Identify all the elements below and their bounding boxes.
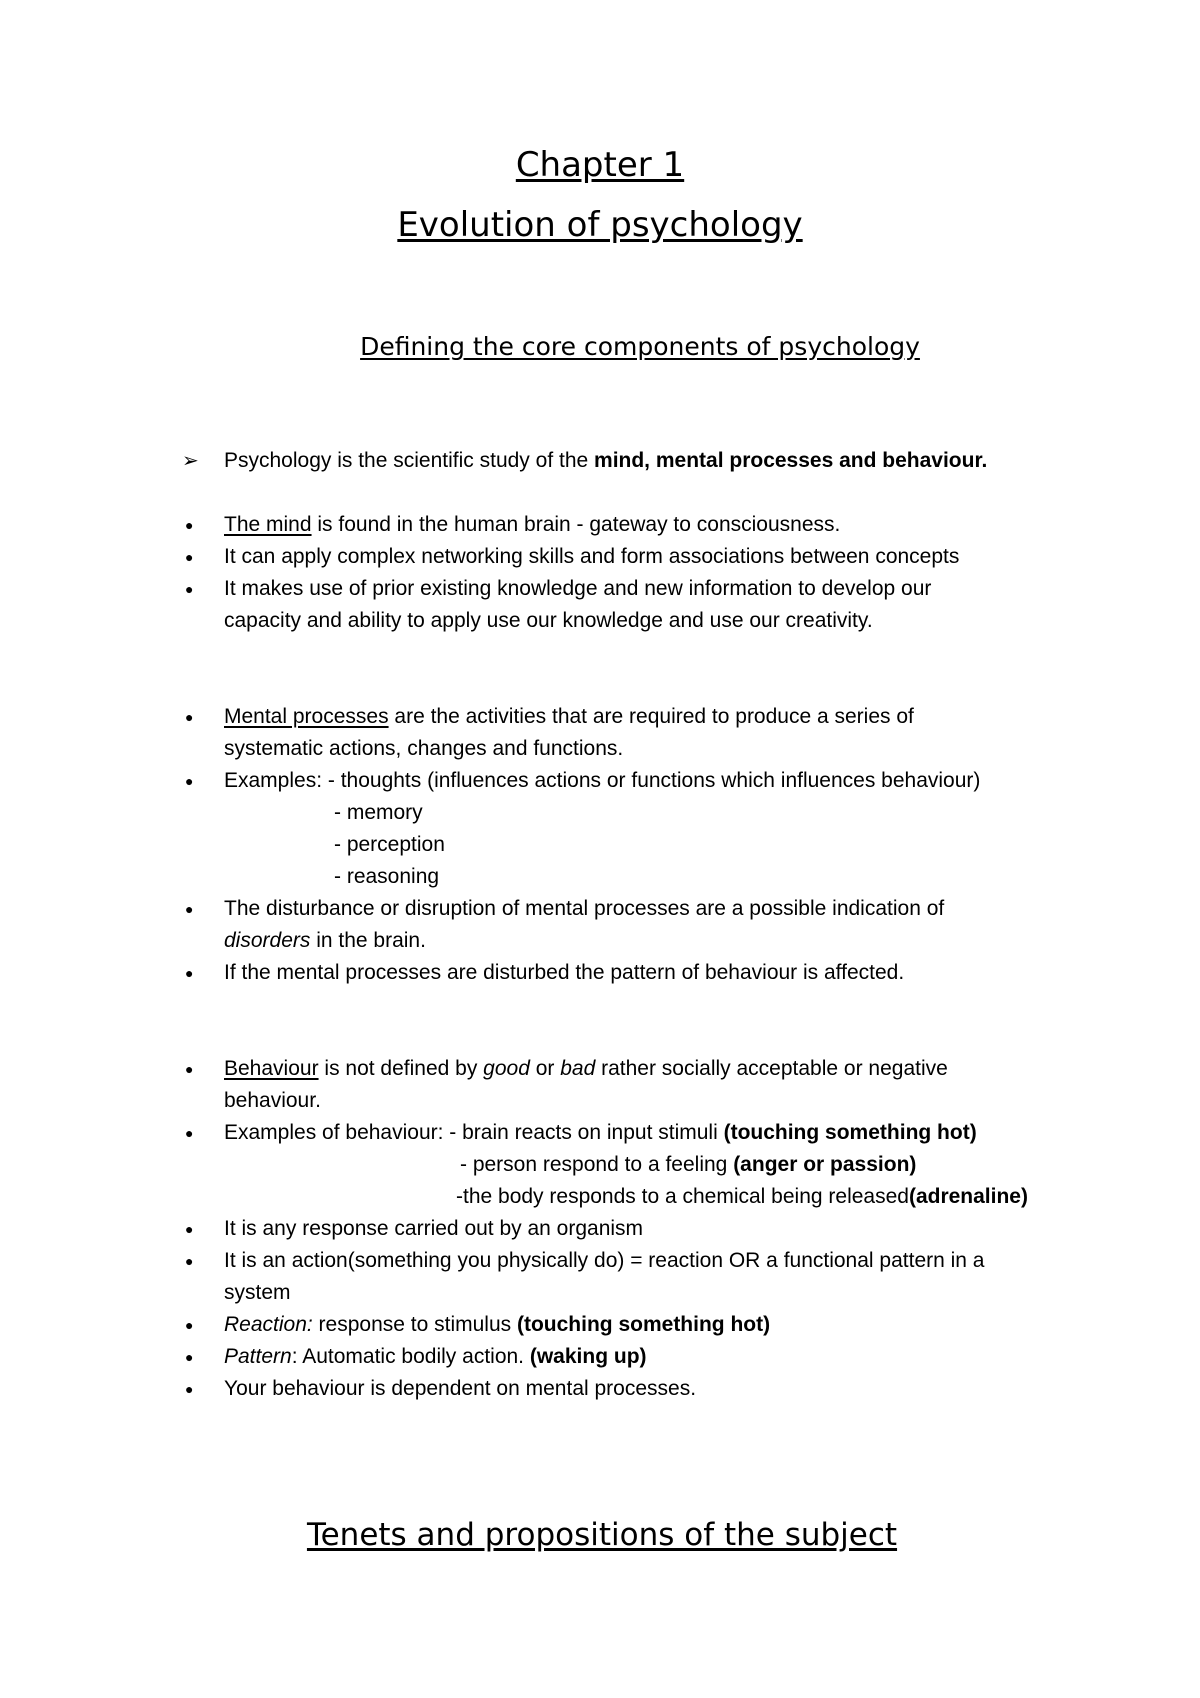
mental-example-memory: - memory <box>334 801 423 824</box>
bullet-icon: ● <box>185 1381 194 1397</box>
mental-bullet-1-cont: systematic actions, changes and functions. <box>224 737 624 760</box>
bullet-icon: ● <box>185 517 194 533</box>
bullet-icon: ● <box>185 901 194 917</box>
mind-bullet-3-cont: capacity and ability to apply use our knowledge and use our creativity. <box>224 609 873 632</box>
mental-bullet-1: Mental processes are the activities that are required to produce a series of <box>224 705 914 728</box>
behaviour-example-chemical: -the body responds to a chemical being released(adrenaline) <box>456 1185 1028 1208</box>
behaviour-bullet-6: Pattern: Automatic bodily action. (waking up) <box>224 1345 647 1368</box>
bullet-icon: ● <box>185 1125 194 1141</box>
behaviour-bullet-1: Behaviour is not defined by good or bad rather socially acceptable or negative <box>224 1057 948 1080</box>
bullet-icon: ● <box>185 1061 194 1077</box>
bullet-icon: ● <box>185 549 194 565</box>
behaviour-bullet-7: Your behaviour is dependent on mental processes. <box>224 1377 697 1400</box>
bullet-icon: ● <box>185 1221 194 1237</box>
arrow-bullet-icon: ➢ <box>182 450 199 472</box>
mind-bullet-1: The mind is found in the human brain - gateway to consciousness. <box>224 513 841 536</box>
behaviour-bullet-4: It is an action(something you physically do) = reaction OR a functional pattern in a <box>224 1249 985 1272</box>
behaviour-bullet-5: Reaction: response to stimulus (touching something hot) <box>224 1313 771 1336</box>
bullet-icon: ● <box>185 965 194 981</box>
mind-bullet-2: It can apply complex networking skills and form associations between concepts <box>224 545 960 568</box>
mental-example-perception: - perception <box>334 833 445 856</box>
page-title: Evolution of psychology <box>397 205 803 245</box>
behaviour-bullet-2: Examples of behaviour: - brain reacts on input stimuli (touching something hot) <box>224 1121 977 1144</box>
bullet-icon: ● <box>185 1253 194 1269</box>
bullet-icon: ● <box>185 709 194 725</box>
mental-bullet-3: The disturbance or disruption of mental processes are a possible indication of <box>224 897 945 920</box>
behaviour-bullet-3: It is any response carried out by an organism <box>224 1217 644 1240</box>
section-heading: Defining the core components of psychology <box>360 332 920 361</box>
chapter-heading: Chapter 1 <box>515 145 685 185</box>
intro-line: Psychology is the scientific study of the mind, mental processes and behaviour. <box>224 449 988 472</box>
bullet-icon: ● <box>185 773 194 789</box>
behaviour-bullet-4-cont: system <box>224 1281 291 1304</box>
behaviour-example-feeling: - person respond to a feeling (anger or passion) <box>460 1153 917 1176</box>
mental-bullet-4: If the mental processes are disturbed the pattern of behaviour is affected. <box>224 961 905 984</box>
section-heading-2: Tenets and propositions of the subject <box>306 1517 898 1553</box>
bullet-icon: ● <box>185 1349 194 1365</box>
mental-example-reasoning: - reasoning <box>334 865 440 888</box>
behaviour-bullet-1-cont: behaviour. <box>224 1089 321 1112</box>
mental-bullet-3-cont: disorders in the brain. <box>224 929 426 952</box>
mind-bullet-3: It makes use of prior existing knowledge and new information to develop our <box>224 577 932 600</box>
bullet-icon: ● <box>185 1317 194 1333</box>
bullet-icon: ● <box>185 581 194 597</box>
mental-bullet-2: Examples: - thoughts (influences actions or functions which influences behaviour) <box>224 769 981 792</box>
